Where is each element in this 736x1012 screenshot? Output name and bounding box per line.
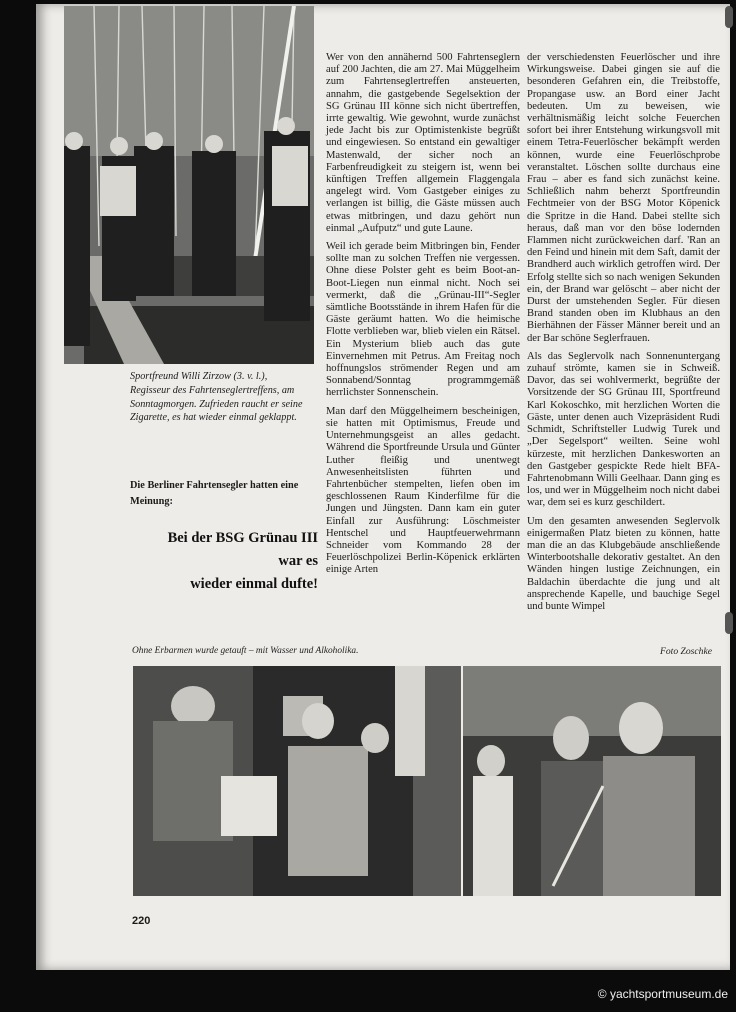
page-number: 220 [132,915,151,927]
photo-baptism-bucket [133,666,461,896]
binder-clip-bottom [725,612,733,634]
intro-line: Die Berliner Fahrtensegler hatten eine Meinung: [130,480,299,507]
bottom-photo-caption: Ohne Erbarmen wurde getauft – mit Wasser und Alkoholika. [132,646,359,656]
col2-paragraph-3: Um den gesamten anwesenden Seglervolk einigermaßen Platz bieten zu können, hatte man die an das Klubgebäude anschließende Winterbootshalle dekorativ gestaltet. An den Wänden hingen lustige Zeichnungen, ein Baldachin überdachte die jung und alt ansprechende Kapelle, und bauchige Segel und bunte Wimpel [527,515,720,612]
binder-clip-top [725,6,733,28]
headline-line-3: wieder einmal dufte! [190,576,318,592]
col1-paragraph-2: Weil ich gerade beim Mitbringen bin, Fender sollte man zu solchen Treffen nie vergessen. Ohne diese Polster geht es beim Boot-an-Boot-Liegen nun einmal nicht. Noch sei vermerkt, daß die „Grünau-III“-Segler sämtliche Bootsstände in ihrem Hafen für die Gäste geräumt hatten. Wo die heimische Flotte verblieben war, blieb vielen ein Rätsel. Ein Mysterium blieb auch das gute Einvernehmen mit Petrus. Am Freitag noch hoffnungslos strömender Regen und am Sonnabend/Sonntag programmgemäß herrlichster Sonnenschein. [326,241,520,399]
article-column-1 [326,52,520,583]
col2-paragraph-1: der verschiedensten Feuerlöscher und ihre Wirkungsweise. Dabei gingen sie auf die besonderen Gefahren ein, die Treibstoffe, Propangase usw. an Bord einer Jacht bedeuten. Um zu beweisen, wie verhältnismäßig leicht solche Feuerchen sofort bei ihrer Entstehung wirkungsvoll mit einem Tetra-Feuerlöscher bekämpft werden können, wurde eine Feuerlöschprobe veranstaltet. Löschen sollte durchaus eine Frau – aber es fand sich zunächst keine. Schließlich nahm beherzt Sportfreundin Fechtmeier von der BSG Motor Köpenick die Spritze in die Hand. Dabei stellte sich heraus, daß man vor den böse lodernden Flammen nicht zurückweichen darf. 'Ran an den Feind und hinein mit dem Saft, damit der Brandherd auch wirklich getroffen wird. Der Erfolg stellte sich so nach wenigen Sekunden ein, der Brand war gelöscht – aber nicht der Durst der umstehenden Segler. Für diesen Brand standen oben im Klubhaus an den Bierhähnen der Fässer Männer bereit und an der Bar schöne Seglerfrauen. [527,52,720,344]
col2-paragraph-2: Als das Seglervolk nach Sonnenuntergang zuhauf strömte, kamen sie in Schweiß. Davor, das sei wohlvermerkt, begrüßte der Vorsitzende der SG Grünau III, Sportfreund Karl Kokoschko, mit herzlichen Worten die Gäste, unter denen auch Vizepräsident Rudi Schmidt, Schriftsteller Ludwig Turek und „Der Segelsport“ weilten. Seine wohl kürzeste, mit herzlichen Dankesworten an den Gastgeber gespickte Rede hielt BFA-Fahrtenobmann Willi Geelhaar. Dann ging es los, und wer in Müggelheim noch nicht dabei war, dem sei es kurz geschildert. [527,350,720,509]
watermark: © yachtsportmuseum.de [597,987,728,1001]
photo-credit: Foto Zoschke [660,646,712,657]
col1-paragraph-3: Man darf den Müggelheimern bescheinigen, sie hatten mit Optimismus, Freude und Unternehmungsgeist an alles gedacht. Während die Sportfreunde Ursula und Günter Luther fleißig und unentwegt Anwesenheitslisten führten und Fahrtenbücher stempelten, liefen oben im geschlossenen Raum Kinderfilme für die Jungen und Jüngsten. Dann kam ein guter Einfall zur Ausführung: Löschmeister Hentschel und Hauptfeuerwehrmann Schneider vom Kommando 28 der Feuerlöschpolizei Berlin-Köpenick erklärten einige Arten [326,405,520,576]
photo-caption: Sportfreund Willi Zirzow (3. v. l.), Regisseur des Fahrtenseglertreffens, am Sonntagmorgen. Zufrieden raucht er seine Zigarette, es hat wieder einmal geklappt. [130,371,303,424]
photo-costumed-figures [463,666,721,896]
col1-paragraph-1: Wer von den annähernd 500 Fahrtenseglern auf 200 Jachten, die am 27. Mai Müggelheim zum Fahrtenseglertreffen ansteuerten, annahm, die gastgebende Segelsektion der SG Grünau III könne sich nicht übertreffen, irrte gewaltig. Wie gewohnt, wurde zunächst jede Jacht bis zur Optimistenkiste begrüßt und eingewiesen. So entstand ein gewaltiger Mastenwald, der sicher noch an Farbenfreudigkeit zu steigern ist, wenn bei künftigen Treffen allgemein Flaggengala angelegt wird. Vom Gastgeber einiges zu verlangen ist billig, die Gäste müssen auch etwas mitbringen, und dazu gehört nun einmal „Aufputz“ und gute Laune. [326,52,520,234]
article-column-2 [527,52,720,619]
headline-line-2: war es [278,553,318,569]
photo-sailors-jetty [64,6,314,364]
headline-line-1: Bei der BSG Grünau III [167,530,318,546]
